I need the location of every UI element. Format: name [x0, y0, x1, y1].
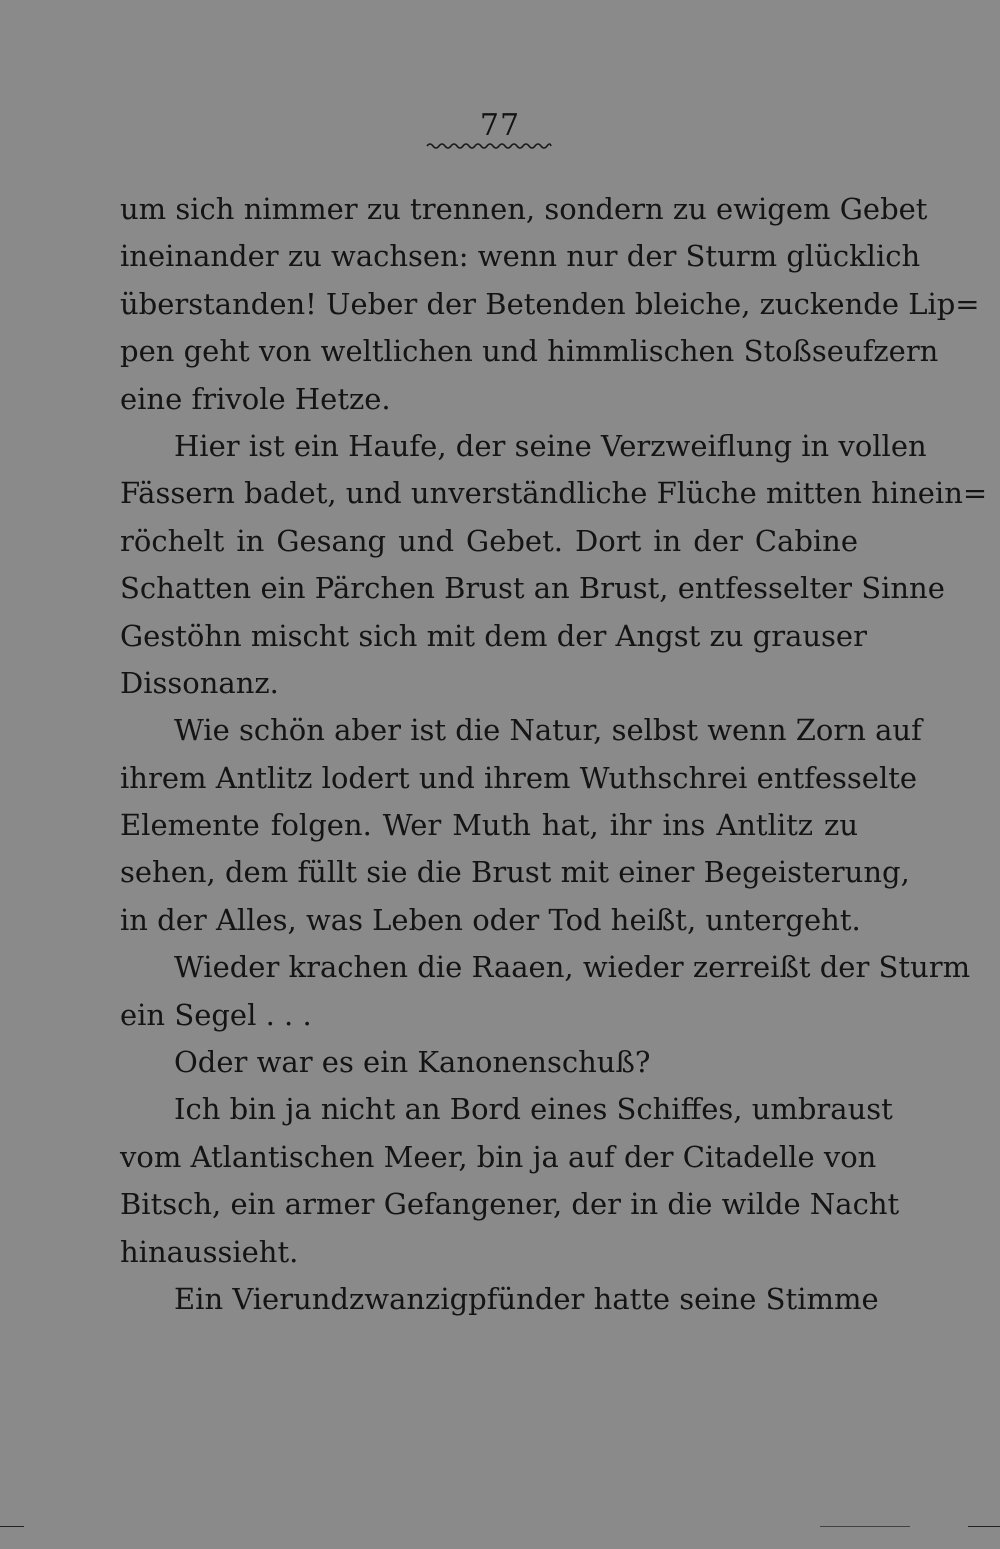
text-line: Schatten ein Pärchen Brust an Brust, entfesselter Sinne [120, 571, 945, 606]
text-line: Wie schön aber ist die Natur, selbst wenn Zorn auf [174, 713, 922, 748]
text-line: hinaussieht. [120, 1234, 299, 1269]
text-line: ineinander zu wachsen: wenn nur der Sturm glücklich [120, 239, 921, 274]
text-line: Gestöhn mischt sich mit dem der Angst zu grauser [120, 618, 867, 653]
text-line: in der Alles, was Leben oder Tod heißt, untergeht. [120, 902, 861, 937]
text-line: Oder war es ein Kanonenschuß? [174, 1045, 651, 1080]
page-number: 77 [479, 108, 521, 143]
text-line: Ein Vierundzwanzigpfünder hatte seine Stimme [174, 1281, 879, 1316]
text-line: Elemente folgen. Wer Muth hat, ihr ins Antlitz zu [120, 808, 858, 843]
text-line: pen geht von weltlichen und himmlischen Stoßseufzern [120, 334, 939, 369]
wavy-rule-ornament [427, 142, 551, 150]
text-line: Dissonanz. [120, 665, 279, 700]
scan-edge-mark-right [968, 1526, 1000, 1527]
text-line: sehen, dem füllt sie die Brust mit einer Begeisterung, [120, 855, 910, 890]
text-line: Bitsch, ein armer Gefangener, der in die wilde Nacht [120, 1187, 900, 1222]
text-line: eine frivole Hetze. [120, 381, 391, 416]
text-line: Wieder krachen die Raaen, wieder zerreißt der Sturm [174, 950, 971, 985]
text-line: Ich bin ja nicht an Bord eines Schiffes, umbraust [174, 1092, 893, 1127]
text-line: ihrem Antlitz lodert und ihrem Wuthschrei entfesselte [120, 760, 918, 795]
scan-edge-mark-center [820, 1526, 910, 1527]
text-line: ein Segel . . . [120, 997, 312, 1032]
text-line: überstanden! Ueber der Betenden bleiche, zuckende Lip= [120, 286, 980, 321]
text-line: röchelt in Gesang und Gebet. Dort in der Cabine [120, 523, 858, 558]
text-line: Hier ist ein Haufe, der seine Verzweiflung in vollen [174, 428, 927, 463]
body-text [120, 186, 988, 1323]
scan-edge-mark-left [0, 1526, 24, 1527]
text-line: Fässern badet, und unverständliche Flüche mitten hinein= [120, 476, 988, 511]
text-line: vom Atlantischen Meer, bin ja auf der Citadelle von [120, 1139, 877, 1174]
text-line: um sich nimmer zu trennen, sondern zu ewigem Gebet [120, 192, 928, 226]
